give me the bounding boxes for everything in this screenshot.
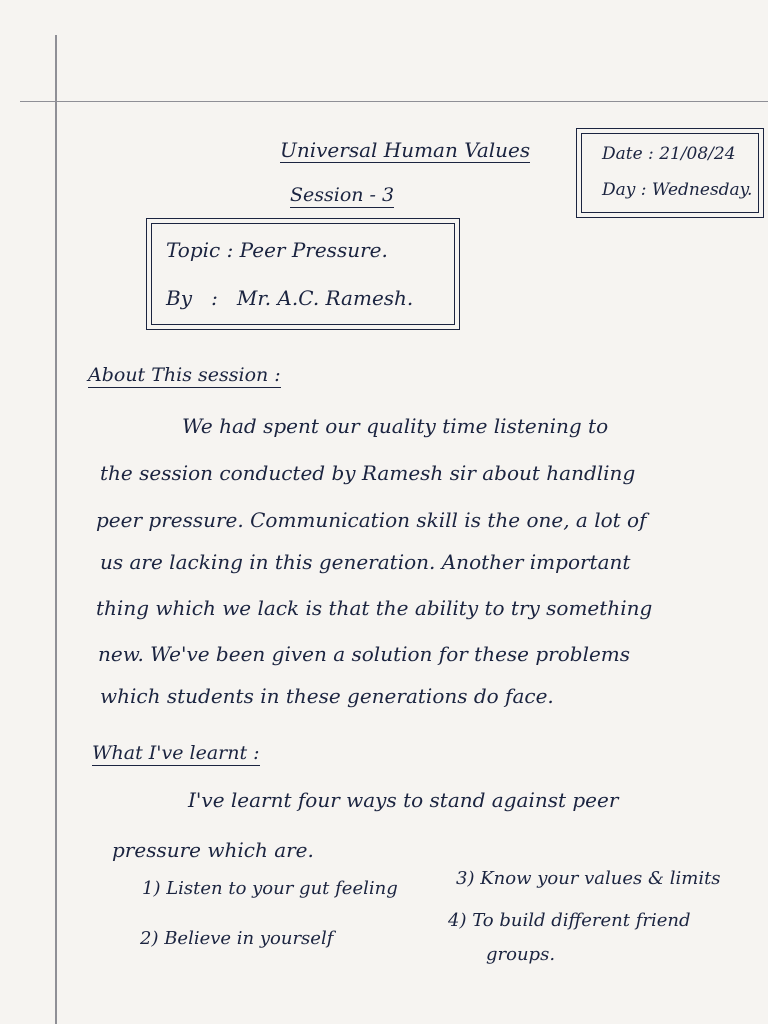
about-line-3: peer pressure. Communication skill is the one, a lot of	[96, 508, 647, 532]
topic-box	[146, 218, 460, 330]
learnt-heading: What I've learnt :	[92, 742, 260, 764]
session-label: Session - 3	[290, 184, 395, 206]
about-line-2: the session conducted by Ramesh sir about handling	[100, 461, 636, 485]
about-heading: About This session :	[88, 364, 281, 386]
point-3: 3) Know your values & limits	[456, 868, 721, 889]
date-text: Date : 21/08/24	[602, 144, 736, 164]
point-4-continued: groups.	[486, 944, 556, 965]
margin-line-vertical	[55, 35, 57, 1024]
day-text: Day : Wednesday.	[602, 180, 753, 200]
date-box	[576, 128, 764, 218]
point-1: 1) Listen to your gut feeling	[142, 878, 398, 899]
point-4: 4) To build different friend	[448, 910, 691, 931]
about-line-5: thing which we lack is that the ability to try something	[96, 596, 653, 620]
about-line-1: We had spent our quality time listening to	[182, 414, 609, 438]
topic-text: Topic : Peer Pressure.	[166, 238, 388, 262]
about-line-6: new. We've been given a solution for these problems	[98, 642, 631, 666]
about-line-7: which students in these generations do face.	[100, 684, 554, 708]
learnt-line-1: I've learnt four ways to stand against peer	[188, 788, 619, 812]
learnt-line-2: pressure which are.	[112, 838, 314, 862]
about-line-4: us are lacking in this generation. Another important	[100, 550, 631, 574]
author-text: By : Mr. A.C. Ramesh.	[166, 286, 414, 310]
document-title: Universal Human Values	[280, 138, 531, 162]
point-2: 2) Believe in yourself	[140, 928, 334, 949]
margin-line-horizontal	[20, 101, 768, 102]
